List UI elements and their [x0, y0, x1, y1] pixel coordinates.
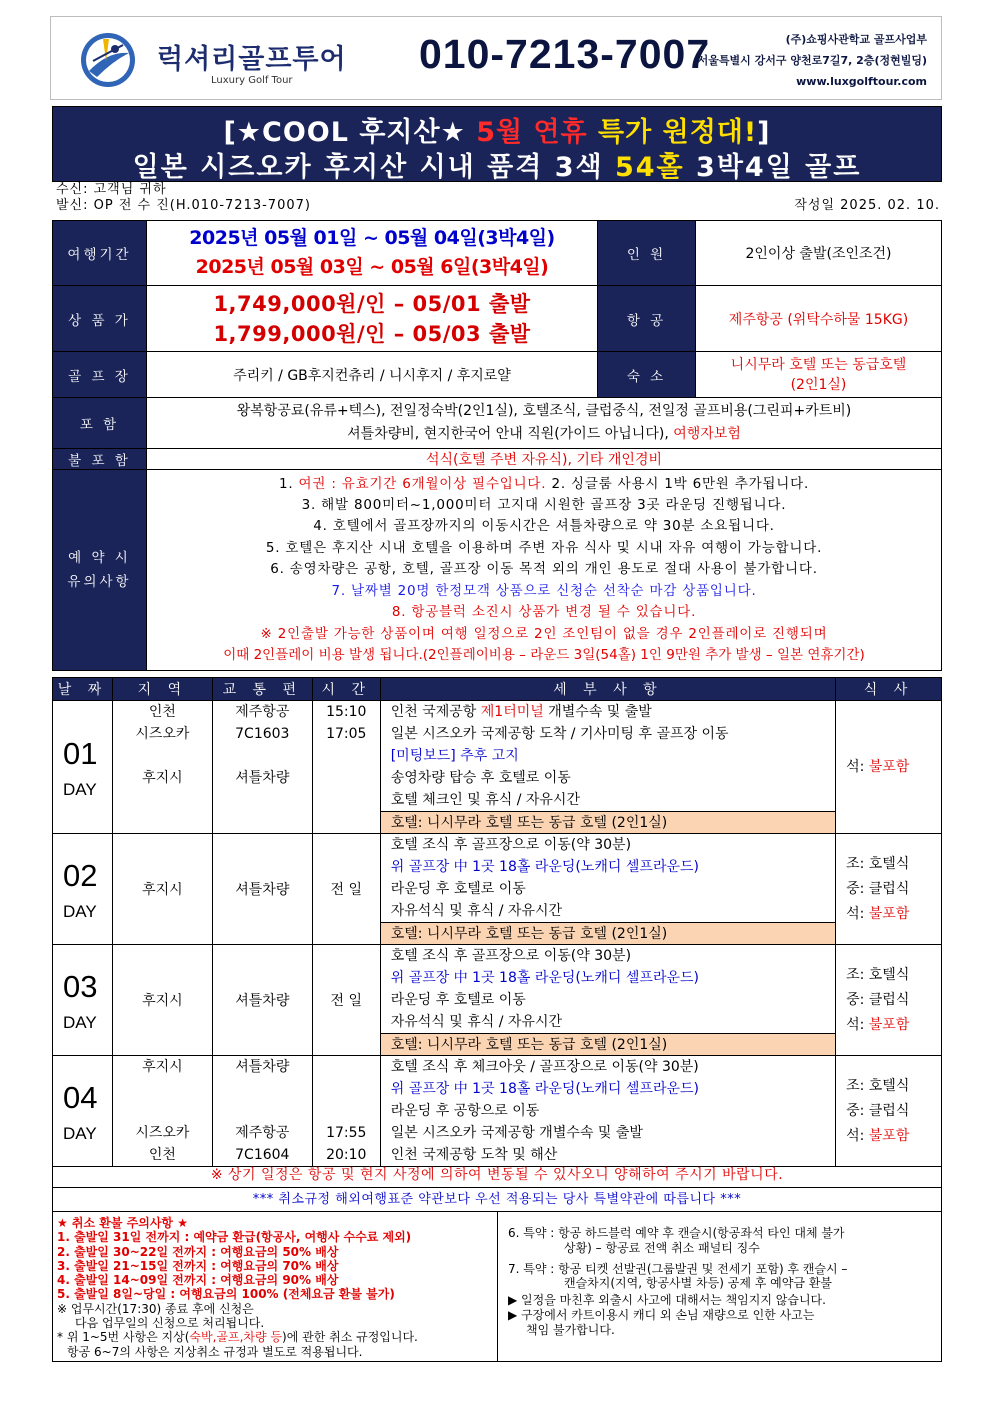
day-4-region-1: 후지시	[142, 1059, 183, 1075]
day-1-time	[312, 701, 380, 834]
document-date: 작성일 2025. 02. 10.	[794, 198, 940, 213]
day-2-meal-dinner-label: 석:	[846, 905, 869, 922]
day-3-row	[53, 945, 942, 1056]
period-values	[147, 221, 598, 286]
golf-course-label: 골 프 장	[53, 352, 147, 398]
day-1-detail-1c: 개별수속 및 출발	[543, 704, 652, 720]
people-label: 인 원	[598, 221, 696, 286]
hotel-label: 숙 소	[598, 352, 696, 398]
day-3-detail-2: 위 골프장 中 1곳 18홀 라운딩(노캐디 셀프라운드)	[390, 970, 699, 986]
price-label: 상 품 가	[53, 286, 147, 352]
day-2-details	[380, 834, 835, 945]
day-3-meal-dinner	[846, 1013, 941, 1038]
refund-item-2: 2. 출발일 30~22일 전까지 : 여행요금의 50% 배상	[57, 1244, 339, 1259]
day-2-label: DAY	[63, 902, 97, 921]
refund-policy-left	[57, 1216, 497, 1359]
col-date: 날 짜	[53, 678, 113, 701]
day-3-label: DAY	[63, 1013, 97, 1032]
company-info	[698, 29, 927, 92]
day-1-meal-dinner	[846, 755, 941, 780]
col-meals: 식 사	[836, 678, 942, 701]
include-line-1: 왕복항공료(유류+텍스), 전일정숙박(2인1실), 호텔조식, 클럽중식, 전일정 골프비용(그린피+카트비)	[236, 403, 852, 419]
day-2-cell	[53, 834, 113, 945]
notes-label	[53, 470, 147, 671]
banner-l1-part-d: ]	[757, 117, 771, 148]
day-1-detail-1a: 인천 국제공항	[390, 704, 481, 720]
include-value	[147, 398, 942, 449]
day-2-time: 전 일	[312, 834, 380, 945]
day-1-transport-4: 셔틀차량	[235, 770, 290, 786]
notes-label-2: 유의사항	[67, 574, 132, 590]
period-2: 2025년 05월 03일 ~ 05월 6일(3박4일)	[195, 256, 549, 278]
day-2-meal-dinner-value: 불포함	[868, 905, 910, 922]
note-9: ※ 2인출발 가능한 상품이며 여행 일정으로 2인 조인팀이 없을 경우 2인플레이로 진행되며	[260, 625, 828, 642]
include-line-2a: 셔틀차량비, 현지한국어 안내 직원(가이드 아닙니다),	[347, 426, 674, 442]
day-1-region-3	[113, 745, 212, 767]
day-1-region-1: 인천	[148, 704, 176, 720]
day-3-detail-1: 호텔 조식 후 골프장으로 이동(약 30분)	[390, 948, 632, 964]
day-1-transport-3	[213, 745, 312, 767]
day-4-transport	[212, 1056, 312, 1167]
day-1-detail-5: 호텔 체크인 및 휴식 / 자유시간	[390, 792, 580, 808]
include-line-2b: 여행자보험	[673, 426, 741, 442]
day-4-meal-dinner-label: 석:	[846, 1127, 869, 1144]
refund-policy-box	[52, 1212, 942, 1362]
day-4-transport-2	[213, 1078, 312, 1100]
banner-l1-part-a: [★COOL 후지산★	[223, 117, 477, 148]
logo	[79, 27, 399, 91]
banner-line-1	[53, 110, 941, 149]
note-10: 이때 2인플레이 비용 발생 됩니다.(2인플레이비용 – 라운드 3일(54홀) 1인 9만원 추가 발생 – 일본 연휴기간)	[223, 646, 865, 663]
day-1-detail-2: 일본 시즈오카 국제공항 도착 / 기사미팅 후 골프장 이동	[390, 726, 729, 742]
day-4-detail-1: 호텔 조식 후 체크아웃 / 골프장으로 이동(약 30분)	[390, 1059, 699, 1075]
col-transport: 교 통 편	[212, 678, 312, 701]
refund-item-4: 4. 출발일 14~09일 전까지 : 여행요금의 90% 배상	[57, 1273, 339, 1288]
note-1	[147, 474, 941, 495]
day-3-number: 03	[63, 969, 98, 1004]
day-1-details	[380, 701, 835, 834]
note-1b: 여권 : 유효기간 6개월이상 필수입니다.	[298, 475, 547, 492]
refund-title: ★ 취소 환불 주의사항 ★	[57, 1216, 188, 1230]
day-4-detail-5: 인천 국제공항 도착 및 해산	[390, 1147, 558, 1163]
day-4-region-4: 시즈오카	[135, 1125, 190, 1141]
day-4-detail-4: 일본 시즈오카 국제공항 개별수속 및 출발	[390, 1125, 643, 1141]
note-4: 4. 호텔에서 골프장까지의 이동시간은 셔틀차량으로 약 30분 소요됩니다.	[313, 518, 775, 535]
period-label: 여행기간	[53, 221, 147, 286]
banner-l1-part-c: 특가 원정대!	[598, 117, 758, 148]
day-2-meal-breakfast: 조: 호텔식	[846, 855, 910, 872]
day-1-number: 01	[63, 736, 98, 771]
booking-notes	[147, 470, 942, 671]
note-7: 7. 날짜별 20명 한정모객 상품으로 신청순 선착순 마감 상품입니다.	[331, 582, 757, 599]
air-cancel-note: 항공 6~7의 사항은 지상취소 규정과 별도로 적용됩니다.	[67, 1344, 363, 1359]
day-3-meal-dinner-label: 석:	[846, 1016, 869, 1033]
day-3-meal-lunch: 중: 클럽식	[846, 991, 910, 1008]
golf-course-value: 주리키 / GB후지컨츄리 / 니시후지 / 후지로얄	[147, 352, 598, 398]
day-4-meal-breakfast: 조: 호텔식	[846, 1077, 910, 1094]
day-4-meal-dinner-value: 불포함	[868, 1127, 910, 1144]
day-4-time	[312, 1056, 380, 1167]
day-4-details	[380, 1056, 835, 1167]
day-3-cell	[53, 945, 113, 1056]
day-4-transport-1: 셔틀차량	[235, 1059, 290, 1075]
day-3-transport: 셔틀차량	[212, 945, 312, 1056]
ground-cancel-note-b: 숙박,골프,차량 등	[189, 1330, 283, 1345]
schedule-change-notice: ※ 상기 일정은 항공 및 현지 사정에 의하여 변동될 수 있사오니 양해하여 주시기 바랍니다.	[52, 1164, 942, 1188]
special-terms-6: 6. 특약 : 항공 하드블럭 예약 후 캔슬시(항공좌석 타인 대체 불가	[508, 1226, 845, 1240]
exclude-value: 석식(호텔 주변 자유식), 기타 개인경비	[147, 449, 942, 470]
day-4-region-5: 인천	[148, 1147, 176, 1163]
day-4-region	[112, 1056, 212, 1167]
recipient-to: 수신: 고객님 귀하	[56, 182, 167, 197]
day-1-meal-dinner-value: 불포함	[868, 758, 910, 775]
day-2-meals	[836, 834, 942, 945]
cancellation-policy-notice: *** 취소규정 해외여행표준 약관보다 우선 적용되는 당사 특별약관에 따릅니다 ***	[52, 1188, 942, 1212]
day-4-number: 04	[63, 1080, 98, 1115]
day-4-transport-3	[213, 1100, 312, 1122]
day-1-hotel: 호텔: 니시무라 호텔 또는 동급 호텔 (2인1실)	[381, 811, 835, 833]
day-1-region-4: 후지시	[142, 770, 183, 786]
day-3-meals	[836, 945, 942, 1056]
day-2-meal-dinner	[846, 902, 941, 927]
price-2: 1,799,000원/인 – 05/03 출발	[213, 321, 531, 346]
day-1-detail-4: 송영차량 탑승 후 호텔로 이동	[390, 770, 571, 786]
include-label: 포 함	[53, 398, 147, 449]
day-2-region: 후지시	[112, 834, 212, 945]
exclude-label: 불 포 함	[53, 449, 147, 470]
special-terms-7: 7. 특약 : 항공 티켓 선발권(그룹발권 및 전세기 포함) 후 캔슬시 –	[508, 1261, 848, 1276]
company-address: 서울특별시 강서구 양천로7길7, 2층(정현빌딩)	[697, 54, 927, 67]
business-hours-note: ※ 업무시간(17:30) 종료 후에 신청은	[57, 1301, 254, 1316]
day-4-row	[53, 1056, 942, 1167]
day-1-region	[112, 701, 212, 834]
day-2-detail-4: 자유석식 및 휴식 / 자유시간	[390, 903, 562, 919]
day-1-label: DAY	[63, 780, 97, 799]
day-1-detail-1	[381, 701, 835, 723]
people-value: 2인이상 출발(조인조건)	[696, 221, 942, 286]
day-1-time-2: 17:05	[326, 726, 367, 742]
hotel-value	[696, 352, 942, 398]
day-1-meal-dinner-label: 석:	[846, 758, 869, 775]
refund-item-3: 3. 출발일 21~15일 전까지 : 여행요금의 70% 배상	[57, 1258, 339, 1273]
ground-cancel-note-a: * 위 1~5번 사항은 지상(	[57, 1330, 190, 1345]
col-time: 시 간	[312, 678, 380, 701]
recipient-from: 발신: OP 전 수 진(H.010-7213-7007)	[56, 198, 311, 213]
banner-line-2	[53, 145, 941, 184]
day-4-region-3	[113, 1100, 212, 1122]
info-table	[52, 220, 942, 671]
recipient-block	[56, 182, 942, 214]
day-4-time-4: 17:55	[326, 1125, 367, 1141]
day-3-details	[380, 945, 835, 1056]
banner-l2-part-c: 3박4일 골프	[684, 152, 862, 183]
phone-number: 010-7213-7007	[419, 31, 711, 77]
banner-l1-part-b: 5월 연휴	[476, 117, 599, 148]
refund-item-5: 5. 출발일 8일~당일 : 여행요금의 100% (전체요금 환불 불가)	[57, 1287, 395, 1302]
golf-ball-logo-icon	[79, 31, 137, 89]
day-2-number: 02	[63, 858, 98, 893]
day-3-detail-4: 자유석식 및 휴식 / 자유시간	[390, 1014, 562, 1030]
header	[50, 16, 942, 100]
include-line-2	[147, 423, 941, 446]
price-values	[147, 286, 598, 352]
day-2-detail-3: 라운딩 후 호텔로 이동	[390, 881, 526, 897]
day-4-time-3	[313, 1100, 380, 1122]
period-1: 2025년 05월 01일 ~ 05월 04일(3박4일)	[189, 227, 555, 249]
liability-note-2: ▶ 구장에서 카트이용시 캐디 외 손님 재량으로 인한 사고는	[508, 1307, 815, 1322]
day-3-time: 전 일	[312, 945, 380, 1056]
price-1: 1,749,000원/인 – 05/01 출발	[213, 291, 531, 316]
day-2-transport: 셔틀차량	[212, 834, 312, 945]
day-3-meal-breakfast: 조: 호텔식	[846, 966, 910, 983]
logo-subtitle: Luxury Golf Tour	[211, 75, 293, 86]
hotel-value-2: (2인1실)	[790, 376, 847, 393]
special-terms-7-cont: 캔슬차지(지역, 항공사별 차등) 공제 후 예약금 환불	[564, 1276, 832, 1291]
day-1-detail-1b: 제1터미널	[480, 704, 544, 720]
day-4-meal-lunch: 중: 클럽식	[846, 1102, 910, 1119]
day-2-detail-1: 호텔 조식 후 골프장으로 이동(약 30분)	[390, 837, 632, 853]
day-1-meals	[836, 701, 942, 834]
day-1-transport-2: 7C1603	[235, 726, 290, 742]
col-details: 세 부 사 항	[380, 678, 835, 701]
ground-cancel-note-c: )에 관한 취소 규정입니다.	[282, 1330, 418, 1345]
refund-policy-right	[497, 1212, 943, 1361]
note-5: 5. 호텔은 후지산 시내 호텔을 이용하며 주변 자유 식사 및 시내 자유 여행이 가능합니다.	[265, 539, 823, 556]
day-4-transport-4: 제주항공	[235, 1125, 290, 1141]
day-3-meal-dinner-value: 불포함	[868, 1016, 910, 1033]
day-4-detail-3: 라운딩 후 공항으로 이동	[390, 1103, 540, 1119]
business-hours-note-2: 다음 업무일의 신청으로 처리됩니다.	[75, 1316, 265, 1331]
liability-note-2-cont: 책임 불가합니다.	[526, 1322, 615, 1337]
title-banner	[52, 106, 942, 182]
day-1-detail-3: [미팅보드] 추후 고지	[390, 748, 519, 764]
day-4-detail-2: 위 골프장 中 1곳 18홀 라운딩(노캐디 셀프라운드)	[390, 1081, 699, 1097]
day-2-detail-2: 위 골프장 中 1곳 18홀 라운딩(노캐디 셀프라운드)	[390, 859, 699, 875]
notes-label-1: 예 약 시	[68, 550, 131, 566]
banner-l2-part-a: 일본 시즈오카 후지산 시내 품격 3색	[132, 152, 615, 183]
note-1c: 2. 싱글룸 사용시 1박 6만원 추가됩니다.	[546, 475, 810, 492]
day-4-cell	[53, 1056, 113, 1167]
day-2-row	[53, 834, 942, 945]
note-1a: 1.	[278, 475, 299, 492]
day-3-detail-3: 라운딩 후 호텔로 이동	[390, 992, 526, 1008]
day-4-label: DAY	[63, 1124, 97, 1143]
day-3-hotel: 호텔: 니시무라 호텔 또는 동급 호텔 (2인1실)	[381, 1033, 835, 1055]
airline-value: 제주항공 (위탁수하물 15KG)	[696, 286, 942, 352]
day-1-time-1: 15:10	[326, 704, 367, 720]
company-url: www.luxgolftour.com	[796, 75, 927, 88]
day-4-time-2	[313, 1078, 380, 1100]
itinerary-table	[52, 677, 942, 1167]
day-2-hotel: 호텔: 니시무라 호텔 또는 동급 호텔 (2인1실)	[381, 922, 835, 944]
liability-note-1: ▶ 일정을 마친후 외출시 사고에 대해서는 책임지지 않습니다.	[508, 1293, 826, 1308]
ground-cancel-note	[57, 1330, 497, 1344]
day-3-region: 후지시	[112, 945, 212, 1056]
day-4-time-5: 20:10	[326, 1147, 367, 1163]
special-terms-6-cont: 상황) – 항공료 전액 취소 패널티 징수	[564, 1240, 760, 1255]
day-2-meal-lunch: 중: 클럽식	[846, 880, 910, 897]
col-region: 지 역	[112, 678, 212, 701]
note-6: 6. 송영차량은 공항, 호텔, 골프장 이동 목적 외의 개인 용도로 절대 사용이 불가합니다.	[270, 561, 818, 578]
day-1-row	[53, 701, 942, 834]
refund-item-1: 1. 출발일 31일 전까지 : 예약금 환급(항공사, 여행사 수수료 제외)	[57, 1230, 412, 1245]
company-name: (주)쇼핑사관학교 골프사업부	[785, 33, 927, 46]
banner-l2-part-b: 54홀	[614, 152, 685, 183]
hotel-value-1: 니시무라 호텔 또는 동급호텔	[730, 356, 907, 373]
day-4-time-1	[313, 1056, 380, 1078]
note-8: 8. 항공블럭 소진시 상품가 변경 될 수 있습니다.	[391, 604, 697, 621]
day-4-meal-dinner	[846, 1124, 941, 1149]
day-1-transport-1: 제주항공	[235, 704, 290, 720]
day-1-transport	[212, 701, 312, 834]
day-4-meals	[836, 1056, 942, 1167]
airline-label: 항 공	[598, 286, 696, 352]
day-4-region-2	[113, 1078, 212, 1100]
day-1-region-2: 시즈오카	[135, 726, 190, 742]
day-1-cell	[53, 701, 113, 834]
logo-name: 럭셔리골프투어	[157, 44, 347, 75]
day-4-transport-5: 7C1604	[235, 1147, 290, 1163]
note-3: 3. 해발 800미터~1,000미터 고지대 시원한 골프장 3곳 라운딩 진행됩니다.	[301, 497, 787, 514]
